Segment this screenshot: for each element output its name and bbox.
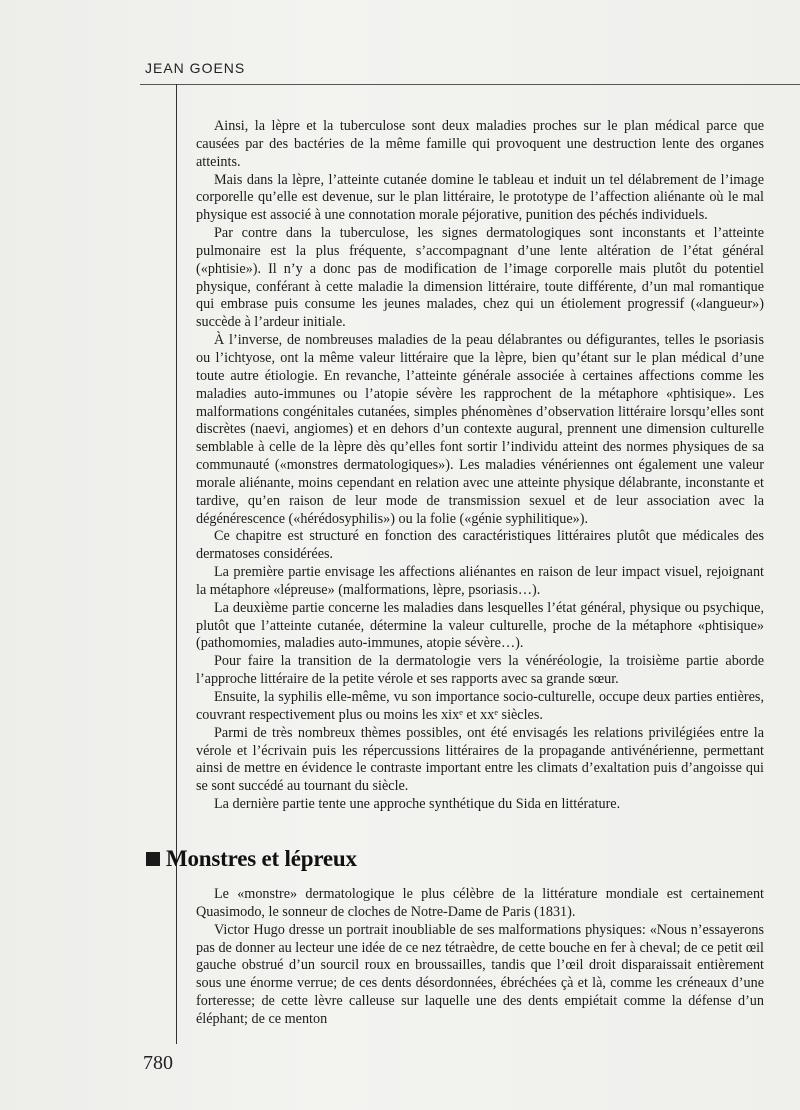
section-heading — [146, 846, 357, 872]
paragraph: La première partie envisage les affections aliénantes en raison de leur impact visuel, rejoignant la métaphore «lépreuse» (malformations, lèpre, psoriasis…). — [196, 564, 764, 598]
section-title: Monstres et lépreux — [166, 846, 357, 871]
paragraph: La dernière partie tente une approche synthétique du Sida en littérature. — [214, 796, 621, 813]
paragraph: Mais dans la lèpre, l’atteinte cutanée domine le tableau et induit un tel délabrement de l’image corporelle qu’elle est devenue, sur le plan littéraire, le prototype de l’affection aliénante où le mal physique est associé à une connotation morale péjorative, punition des péchés individuels. — [196, 171, 764, 224]
running-head: JEAN GOENS — [145, 60, 246, 76]
page-number: 780 — [143, 1052, 173, 1074]
paragraph: Victor Hugo dresse un portrait inoubliable de ses malformations physiques: «Nous n’essayerons pas de donner au lecteur une idée de ce nez tétraèdre, de cette bouche en fer à cheval; de ce petit œil gauche obstrué d’un sourcil roux en broussailles, tandis que l’œil droit disparaissait entièrement sous une énorme verrue; de ces dents désordonnées, ébréchées çà et là, comme les créneaux d’une forteresse; de cette lèvre calleuse sur laquelle une des dents empiétait comme la défense d’un éléphant; de ce menton — [196, 921, 764, 1027]
header-rule — [140, 84, 800, 85]
paragraph: Pour faire la transition de la dermatologie vers la vénéréologie, la troisième partie aborde l’approche littéraire de la petite vérole et ses rapports avec sa grande sœur. — [196, 653, 764, 688]
intro-text — [196, 118, 764, 814]
paragraph: Le «monstre» dermatologique le plus célèbre de la littérature mondiale est certainement Quasimodo, le sonneur de cloches de Notre-Dame de Paris (1831). — [196, 886, 764, 920]
paragraph: Parmi de très nombreux thèmes possibles, ont été envisagés les relations privilégiées entre la vérole et l’écrivain puis les répercussions littéraires de la propagande antivénérienne, permettant ainsi de mettre en évidence le contraste important entre les climats d’exaltation puis d’angoisse qui se sont succédé au tournant du siècle. — [196, 724, 764, 795]
paragraph: Ce chapitre est structuré en fonction des caractéristiques littéraires plutôt que médicales des dermatoses considérées. — [196, 528, 764, 563]
paragraph: Ensuite, la syphilis elle-même, vu son importance socio-culturelle, occupe deux parties entières, couvrant respectivement plus ou moins les xixᵉ et xxᵉ siècles. — [196, 689, 764, 723]
paragraph: La deuxième partie concerne les maladies dans lesquelles l’état général, physique ou psychique, plutôt que l’atteinte cutanée, détermine la valeur culturelle, proche de la métaphore «phtisique» (pathomomies, maladies auto-immunes, atopie sévère…). — [196, 599, 764, 652]
paragraph: À l’inverse, de nombreuses maladies de la peau délabrantes ou défigurantes, telles le psoriasis ou l’ichtyose, ont la même valeur littéraire que la lèpre, bien qu’étant sur le plan médical d’une toute autre étiologie. En revanche, l’atteinte générale associée à certaines affections comme les maladies auto-immunes ou l’atopie sévère les rapprochent de la métaphore «phtisique». Les malformations congénitales cutanées, simples phénomènes d’observation littéraire lorsqu’elles sont discrètes (naevi, angiomes) et en dehors d’un contexte augural, prennent une dimension culturelle semblable à celle de la lèpre dès qu’elles font sortir l’individu atteint des normes physiques de sa communauté («monstres dermatologiques»). Les maladies vénériennes ont également une valeur morale aliénante, moins cependant en relation avec une atteinte physique délabrante, inconstante et tardive, qu’en raison de leur mode de transmission sexuel et de leur association avec la dégénérescence («hérédosyphilis») ou la folie («génie syphilitique»). — [196, 332, 764, 527]
paragraph: Par contre dans la tuberculose, les signes dermatologiques sont inconstants et l’atteinte pulmonaire est la plus fréquente, s’accompagnant d’une lente altération de l’état général («phtisie»). Il n’y a donc pas de modification de l’image corporelle mais plutôt du potentiel physique, conférant à cette maladie la dimension littéraire, toute différente, d’un mal romantique qui embrase puis consume les jeunes malades, chez qui un étiolement progressif («langueur») succède à l’ardeur initiale. — [196, 225, 764, 331]
margin-rule — [176, 84, 177, 1044]
paragraph: Ainsi, la lèpre et la tuberculose sont deux maladies proches sur le plan médical parce que causées par des bactéries de la même famille qui provoquent une destruction lente des organes atteints. — [196, 118, 764, 170]
square-bullet-icon — [146, 852, 160, 866]
section-text — [196, 886, 764, 1029]
